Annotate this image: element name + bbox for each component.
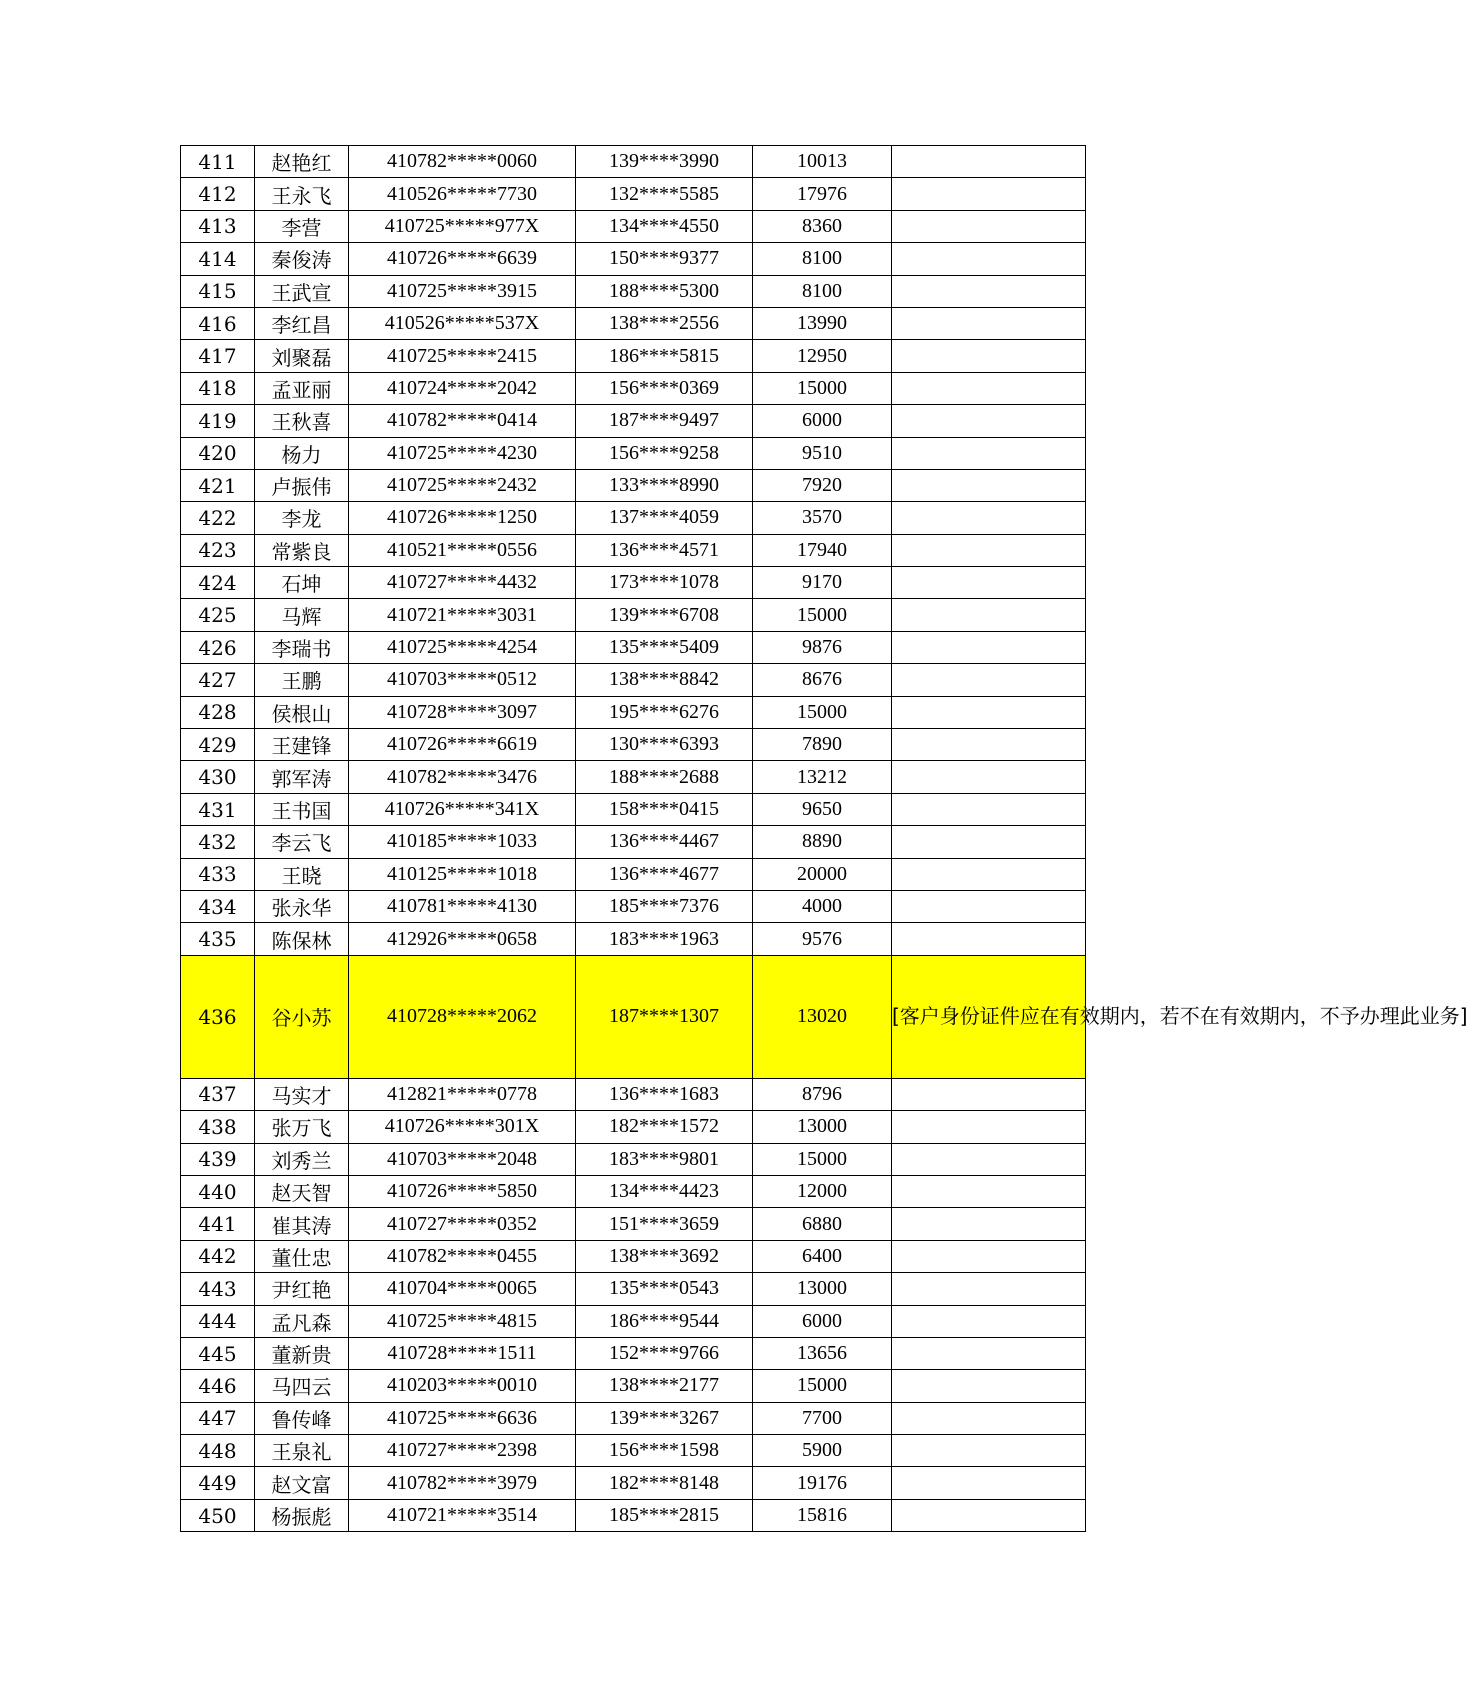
amount-cell: 19176 (753, 1467, 892, 1499)
phone-cell: 136****4571 (576, 534, 753, 566)
name-cell: 董新贵 (255, 1337, 349, 1369)
phone-cell: 152****9766 (576, 1337, 753, 1369)
note-cell: [客户身份证件应在有效期内，若不在有效期内，不予办理此业务] (892, 955, 1086, 1078)
note-cell (892, 307, 1086, 339)
table-row (181, 146, 1086, 178)
table-row (181, 1370, 1086, 1402)
phone-cell: 135****5409 (576, 631, 753, 663)
table-row (181, 729, 1086, 761)
phone-cell: 139****3990 (576, 146, 753, 178)
row-number-cell: 438 (181, 1111, 255, 1143)
amount-cell: 13000 (753, 1111, 892, 1143)
id-number-cell: 410782*****0414 (349, 405, 576, 437)
note-cell (892, 275, 1086, 307)
row-number-cell: 448 (181, 1435, 255, 1467)
amount-cell: 20000 (753, 858, 892, 890)
note-cell (892, 210, 1086, 242)
amount-cell: 7920 (753, 469, 892, 501)
row-number-cell: 440 (181, 1175, 255, 1207)
id-number-cell: 410725*****6636 (349, 1402, 576, 1434)
note-cell (892, 1175, 1086, 1207)
amount-cell: 13000 (753, 1273, 892, 1305)
id-number-cell: 410726*****5850 (349, 1175, 576, 1207)
id-number-cell: 410125*****1018 (349, 858, 576, 890)
row-number-cell: 420 (181, 437, 255, 469)
row-number-cell: 423 (181, 534, 255, 566)
id-number-cell: 410724*****2042 (349, 372, 576, 404)
id-number-cell: 410727*****4432 (349, 567, 576, 599)
id-number-cell: 412926*****0658 (349, 923, 576, 955)
row-number-cell: 437 (181, 1078, 255, 1110)
row-number-cell: 426 (181, 631, 255, 663)
phone-cell: 195****6276 (576, 696, 753, 728)
note-cell (892, 1435, 1086, 1467)
amount-cell: 15816 (753, 1499, 892, 1531)
name-cell: 赵艳红 (255, 146, 349, 178)
amount-cell: 15000 (753, 1143, 892, 1175)
phone-cell: 139****3267 (576, 1402, 753, 1434)
table-row (181, 858, 1086, 890)
row-number-cell: 416 (181, 307, 255, 339)
phone-cell: 188****2688 (576, 761, 753, 793)
phone-cell: 185****7376 (576, 890, 753, 922)
table-row (181, 793, 1086, 825)
id-number-cell: 410728*****2062 (349, 955, 576, 1078)
id-number-cell: 410721*****3031 (349, 599, 576, 631)
id-number-cell: 410725*****4230 (349, 437, 576, 469)
table-row (181, 502, 1086, 534)
row-number-cell: 425 (181, 599, 255, 631)
name-cell: 李龙 (255, 502, 349, 534)
id-number-cell: 410782*****0060 (349, 146, 576, 178)
note-cell (892, 1273, 1086, 1305)
name-cell: 秦俊涛 (255, 243, 349, 275)
name-cell: 马辉 (255, 599, 349, 631)
name-cell: 李红昌 (255, 307, 349, 339)
name-cell: 王建锋 (255, 729, 349, 761)
amount-cell: 10013 (753, 146, 892, 178)
phone-cell: 182****8148 (576, 1467, 753, 1499)
name-cell: 王武宣 (255, 275, 349, 307)
note-cell (892, 793, 1086, 825)
note-cell (892, 178, 1086, 210)
table-row (181, 1078, 1086, 1110)
id-number-cell: 410782*****0455 (349, 1240, 576, 1272)
row-number-cell: 442 (181, 1240, 255, 1272)
id-number-cell: 410727*****2398 (349, 1435, 576, 1467)
note-cell (892, 243, 1086, 275)
amount-cell: 13990 (753, 307, 892, 339)
note-cell (892, 534, 1086, 566)
id-number-cell: 410703*****2048 (349, 1143, 576, 1175)
id-number-cell: 410782*****3979 (349, 1467, 576, 1499)
id-number-cell: 410725*****2432 (349, 469, 576, 501)
id-number-cell: 410721*****3514 (349, 1499, 576, 1531)
name-cell: 王鹏 (255, 664, 349, 696)
name-cell: 张永华 (255, 890, 349, 922)
id-number-cell: 410726*****1250 (349, 502, 576, 534)
id-number-cell: 410726*****341X (349, 793, 576, 825)
table-row (181, 210, 1086, 242)
id-number-cell: 410727*****0352 (349, 1208, 576, 1240)
phone-cell: 150****9377 (576, 243, 753, 275)
phone-cell: 133****8990 (576, 469, 753, 501)
table-row (181, 890, 1086, 922)
amount-cell: 9510 (753, 437, 892, 469)
phone-cell: 187****1307 (576, 955, 753, 1078)
note-cell (892, 469, 1086, 501)
table-row (181, 1143, 1086, 1175)
name-cell: 郭军涛 (255, 761, 349, 793)
name-cell: 赵文富 (255, 1467, 349, 1499)
id-number-cell: 410185*****1033 (349, 826, 576, 858)
id-number-cell: 410726*****6619 (349, 729, 576, 761)
note-cell (892, 826, 1086, 858)
name-cell: 孟亚丽 (255, 372, 349, 404)
note-cell (892, 1240, 1086, 1272)
table-row (181, 1305, 1086, 1337)
note-cell (892, 146, 1086, 178)
note-cell (892, 1402, 1086, 1434)
note-cell (892, 1143, 1086, 1175)
row-number-cell: 421 (181, 469, 255, 501)
note-cell (892, 599, 1086, 631)
id-number-cell: 410726*****301X (349, 1111, 576, 1143)
amount-cell: 3570 (753, 502, 892, 534)
row-number-cell: 419 (181, 405, 255, 437)
name-cell: 杨力 (255, 437, 349, 469)
note-cell (892, 340, 1086, 372)
note-cell (892, 1337, 1086, 1369)
phone-cell: 188****5300 (576, 275, 753, 307)
table-row (181, 178, 1086, 210)
name-cell: 王书国 (255, 793, 349, 825)
note-cell (892, 1467, 1086, 1499)
row-number-cell: 424 (181, 567, 255, 599)
phone-cell: 187****9497 (576, 405, 753, 437)
note-cell (892, 1370, 1086, 1402)
amount-cell: 13656 (753, 1337, 892, 1369)
phone-cell: 136****4677 (576, 858, 753, 890)
id-number-cell: 410704*****0065 (349, 1273, 576, 1305)
phone-cell: 156****1598 (576, 1435, 753, 1467)
phone-cell: 138****2177 (576, 1370, 753, 1402)
table-row (181, 437, 1086, 469)
phone-cell: 186****5815 (576, 340, 753, 372)
amount-cell: 8360 (753, 210, 892, 242)
table-row (181, 567, 1086, 599)
phone-cell: 151****3659 (576, 1208, 753, 1240)
amount-cell: 8100 (753, 243, 892, 275)
amount-cell: 8796 (753, 1078, 892, 1110)
row-number-cell: 414 (181, 243, 255, 275)
amount-cell: 9170 (753, 567, 892, 599)
amount-cell: 8890 (753, 826, 892, 858)
amount-cell: 5900 (753, 1435, 892, 1467)
row-number-cell: 439 (181, 1143, 255, 1175)
note-cell (892, 502, 1086, 534)
name-cell: 常紫良 (255, 534, 349, 566)
id-number-cell: 410521*****0556 (349, 534, 576, 566)
amount-cell: 17976 (753, 178, 892, 210)
note-cell (892, 923, 1086, 955)
amount-cell: 6400 (753, 1240, 892, 1272)
id-number-cell: 410526*****537X (349, 307, 576, 339)
row-number-cell: 449 (181, 1467, 255, 1499)
row-number-cell: 430 (181, 761, 255, 793)
name-cell: 孟凡森 (255, 1305, 349, 1337)
phone-cell: 156****0369 (576, 372, 753, 404)
table-row (181, 243, 1086, 275)
row-number-cell: 450 (181, 1499, 255, 1531)
row-number-cell: 432 (181, 826, 255, 858)
id-number-cell: 410725*****2415 (349, 340, 576, 372)
phone-cell: 132****5585 (576, 178, 753, 210)
phone-cell: 183****9801 (576, 1143, 753, 1175)
amount-cell: 17940 (753, 534, 892, 566)
note-cell (892, 1208, 1086, 1240)
name-cell: 谷小苏 (255, 955, 349, 1078)
name-cell: 尹红艳 (255, 1273, 349, 1305)
note-cell (892, 664, 1086, 696)
name-cell: 崔其涛 (255, 1208, 349, 1240)
customer-table (180, 145, 1468, 1532)
table-row (181, 696, 1086, 728)
table-row (181, 307, 1086, 339)
amount-cell: 15000 (753, 599, 892, 631)
row-number-cell: 445 (181, 1337, 255, 1369)
phone-cell: 185****2815 (576, 1499, 753, 1531)
note-cell (892, 858, 1086, 890)
phone-cell: 137****4059 (576, 502, 753, 534)
id-number-cell: 410728*****1511 (349, 1337, 576, 1369)
row-number-cell: 435 (181, 923, 255, 955)
table-row (181, 275, 1086, 307)
row-number-cell: 443 (181, 1273, 255, 1305)
amount-cell: 13212 (753, 761, 892, 793)
table-row (181, 1240, 1086, 1272)
table-row (181, 599, 1086, 631)
row-number-cell: 434 (181, 890, 255, 922)
table-row (181, 340, 1086, 372)
table-row (181, 1337, 1086, 1369)
phone-cell: 136****1683 (576, 1078, 753, 1110)
row-number-cell: 427 (181, 664, 255, 696)
amount-cell: 8100 (753, 275, 892, 307)
note-cell (892, 372, 1086, 404)
amount-cell: 7890 (753, 729, 892, 761)
id-number-cell: 410728*****3097 (349, 696, 576, 728)
phone-cell: 130****6393 (576, 729, 753, 761)
id-number-cell: 410725*****3915 (349, 275, 576, 307)
phone-cell: 156****9258 (576, 437, 753, 469)
note-cell (892, 567, 1086, 599)
note-cell (892, 631, 1086, 663)
note-cell (892, 1499, 1086, 1531)
table-row (181, 664, 1086, 696)
row-number-cell: 429 (181, 729, 255, 761)
amount-cell: 4000 (753, 890, 892, 922)
table-row (181, 1499, 1086, 1531)
row-number-cell: 431 (181, 793, 255, 825)
phone-cell: 139****6708 (576, 599, 753, 631)
phone-cell: 182****1572 (576, 1111, 753, 1143)
id-number-cell: 410526*****7730 (349, 178, 576, 210)
table-row (181, 1402, 1086, 1434)
name-cell: 王永飞 (255, 178, 349, 210)
row-number-cell: 441 (181, 1208, 255, 1240)
table-row (181, 1467, 1086, 1499)
amount-cell: 6000 (753, 1305, 892, 1337)
row-number-cell: 412 (181, 178, 255, 210)
name-cell: 刘秀兰 (255, 1143, 349, 1175)
id-number-cell: 410725*****4815 (349, 1305, 576, 1337)
row-number-cell: 418 (181, 372, 255, 404)
table-row (181, 1208, 1086, 1240)
amount-cell: 7700 (753, 1402, 892, 1434)
name-cell: 侯根山 (255, 696, 349, 728)
name-cell: 鲁传峰 (255, 1402, 349, 1434)
id-number-cell: 410781*****4130 (349, 890, 576, 922)
row-number-cell: 436 (181, 955, 255, 1078)
name-cell: 石坤 (255, 567, 349, 599)
amount-cell: 15000 (753, 696, 892, 728)
note-cell (892, 405, 1086, 437)
row-number-cell: 413 (181, 210, 255, 242)
id-number-cell: 410203*****0010 (349, 1370, 576, 1402)
amount-cell: 9576 (753, 923, 892, 955)
table-row (181, 826, 1086, 858)
name-cell: 赵天智 (255, 1175, 349, 1207)
amount-cell: 13020 (753, 955, 892, 1078)
name-cell: 李瑞书 (255, 631, 349, 663)
name-cell: 王泉礼 (255, 1435, 349, 1467)
amount-cell: 9650 (753, 793, 892, 825)
note-cell (892, 1111, 1086, 1143)
row-number-cell: 447 (181, 1402, 255, 1434)
table-row (181, 1435, 1086, 1467)
row-number-cell: 433 (181, 858, 255, 890)
amount-cell: 6000 (753, 405, 892, 437)
name-cell: 张万飞 (255, 1111, 349, 1143)
id-number-cell: 410725*****977X (349, 210, 576, 242)
id-number-cell: 410726*****6639 (349, 243, 576, 275)
phone-cell: 135****0543 (576, 1273, 753, 1305)
table-row (181, 631, 1086, 663)
id-number-cell: 410782*****3476 (349, 761, 576, 793)
name-cell: 杨振彪 (255, 1499, 349, 1531)
note-cell (892, 1078, 1086, 1110)
table-row (181, 923, 1086, 955)
name-cell: 刘聚磊 (255, 340, 349, 372)
phone-cell: 138****8842 (576, 664, 753, 696)
name-cell: 李云飞 (255, 826, 349, 858)
phone-cell: 136****4467 (576, 826, 753, 858)
phone-cell: 138****3692 (576, 1240, 753, 1272)
table-row (181, 469, 1086, 501)
note-cell (892, 696, 1086, 728)
row-number-cell: 417 (181, 340, 255, 372)
table-row (181, 534, 1086, 566)
id-number-cell: 410703*****0512 (349, 664, 576, 696)
note-cell (892, 1305, 1086, 1337)
row-number-cell: 444 (181, 1305, 255, 1337)
name-cell: 李营 (255, 210, 349, 242)
amount-cell: 15000 (753, 1370, 892, 1402)
phone-cell: 183****1963 (576, 923, 753, 955)
phone-cell: 158****0415 (576, 793, 753, 825)
id-number-cell: 412821*****0778 (349, 1078, 576, 1110)
table-row (181, 1175, 1086, 1207)
name-cell: 王秋喜 (255, 405, 349, 437)
row-number-cell: 415 (181, 275, 255, 307)
name-cell: 卢振伟 (255, 469, 349, 501)
note-cell (892, 437, 1086, 469)
amount-cell: 6880 (753, 1208, 892, 1240)
phone-cell: 138****2556 (576, 307, 753, 339)
phone-cell: 134****4423 (576, 1175, 753, 1207)
table-row (181, 1111, 1086, 1143)
name-cell: 陈保林 (255, 923, 349, 955)
row-number-cell: 428 (181, 696, 255, 728)
name-cell: 王晓 (255, 858, 349, 890)
amount-cell: 12950 (753, 340, 892, 372)
amount-cell: 15000 (753, 372, 892, 404)
table-body (181, 146, 1468, 1532)
table-row (181, 1273, 1086, 1305)
name-cell: 董仕忠 (255, 1240, 349, 1272)
row-number-cell: 422 (181, 502, 255, 534)
name-cell: 马实才 (255, 1078, 349, 1110)
row-number-cell: 411 (181, 146, 255, 178)
name-cell: 马四云 (255, 1370, 349, 1402)
table-row (181, 405, 1086, 437)
table-row (181, 372, 1086, 404)
note-cell (892, 890, 1086, 922)
phone-cell: 186****9544 (576, 1305, 753, 1337)
phone-cell: 134****4550 (576, 210, 753, 242)
amount-cell: 9876 (753, 631, 892, 663)
amount-cell: 8676 (753, 664, 892, 696)
note-cell (892, 761, 1086, 793)
row-number-cell: 446 (181, 1370, 255, 1402)
table-row (181, 761, 1086, 793)
phone-cell: 173****1078 (576, 567, 753, 599)
table-row-highlighted (181, 955, 1086, 1078)
note-cell (892, 729, 1086, 761)
id-number-cell: 410725*****4254 (349, 631, 576, 663)
amount-cell: 12000 (753, 1175, 892, 1207)
